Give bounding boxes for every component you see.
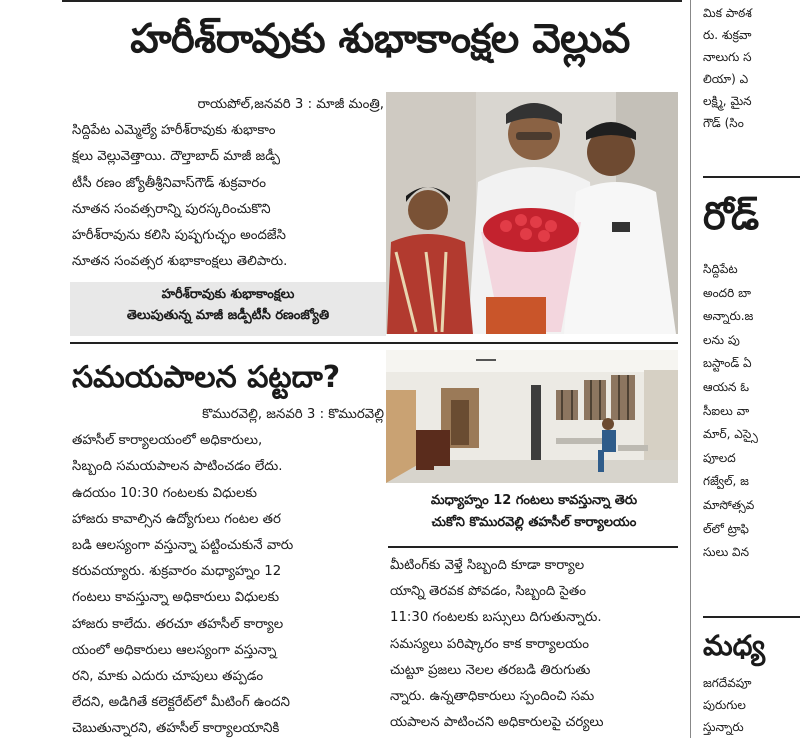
column-separator <box>690 0 691 738</box>
caption-rule <box>388 546 678 548</box>
story2-line: రని, మాకు ఎదురు చూపులు తప్పడం <box>72 669 264 685</box>
story2-headline: సమయపాలన పట్టదా? <box>72 360 341 395</box>
story1-line: నూతన సంవత్సర శుభాకాంక్షలు తెలిపారు. <box>72 254 288 270</box>
story2-line: మీటింగ్‌కు వెళ్తే సిబ్బంది కూడా కార్యాల <box>390 558 585 573</box>
story2-line: యంలో అధికారులు ఆలస్యంగా వస్తున్నా <box>72 642 277 658</box>
side-line: సులు విన <box>703 545 750 560</box>
story2-photo-caption-line: చుకోని కొమురవెల్లి తహసీల్ కార్యాలయం <box>431 515 637 530</box>
story2-line: హాజరు కాలేదు. తరచూ తహసీల్ కార్యాల <box>72 616 284 632</box>
story2-line: కొమురవెల్లి, జనవరి 3 : కొమురవెల్లి <box>202 407 384 422</box>
story2-line: యపాలన పాటించని అధికారులపై చర్యలు <box>390 715 604 731</box>
side-line: లియా) ఎ <box>703 72 749 86</box>
story2-photo-caption-line: మధ్యాహ్నం 12 గంటలు కావస్తున్నా తెరు <box>430 493 638 508</box>
story2-line: తహసీల్ కార్యాలయంలో అధికారులు, <box>72 433 263 449</box>
top-rule <box>62 0 682 2</box>
side-line: సీఐలు వా <box>703 403 750 418</box>
story2-body-right <box>390 553 680 736</box>
side-line: మాసోత్సవ <box>703 497 755 512</box>
story2-line: న్నారు. ఉన్నతాధికారులు స్పందించి సమ <box>390 689 595 705</box>
side-line: పురుగుల <box>703 698 746 712</box>
side-line: బస్టాండ్ ఏ <box>703 356 752 371</box>
story1-caption <box>70 282 386 336</box>
side-line: ఆయన ఓ <box>703 379 750 394</box>
side-line: అన్నారు.జ <box>703 309 754 324</box>
story-divider <box>70 342 678 344</box>
story1-line: రాయపోల్,జనవరి 3 : మాజీ మంత్రి, <box>197 97 384 112</box>
side-line: నాలుగు స <box>703 50 752 64</box>
story1-line: నూతన సంవత్సరాన్ని పురస్కరించుకొని <box>72 201 271 217</box>
story1-headline: హరీశ్‌రావుకు శుభాకాంక్షల వెల్లువ <box>130 16 630 62</box>
story1-body <box>72 92 384 275</box>
story1-line: హరీశ్‌రావును కలిసి పుష్పగుచ్ఛం అందజేసి <box>72 228 286 244</box>
story2-line: చుట్టూ ప్రజలు నెలల తరబడి తిరుగుతు <box>390 662 591 678</box>
story2-body-left <box>72 402 384 743</box>
story1-line: సిద్దిపేట ఎమ్మెల్యే హరీశ్‌రావుకు శుభాకాం <box>72 123 276 139</box>
side-line: సిద్దిపేట <box>703 262 738 276</box>
story2-line: ఉదయం 10:30 గంటలకు విధులకు <box>72 485 257 501</box>
story2-line: లేదని, అడిగితే కలెక్టరేట్‌లో మీటింగ్ ఉందని <box>72 695 290 711</box>
side-mid-text <box>703 258 800 565</box>
story2-line: కరువయ్యారు. శుక్రవారం మధ్యాహ్నం 12 <box>72 564 282 580</box>
story1-caption-line: హరీశ్‌రావుకు శుభాకాంక్షలు <box>161 287 295 302</box>
side-rule <box>703 176 800 178</box>
story2-photo-caption <box>388 490 680 534</box>
story1-line: టీసీ రణం జ్యోతీశ్రీనివాస్‌గౌడ్ శుక్రవారం <box>72 175 266 191</box>
story2-line: 11:30 గంటలకు బస్సులు దిగుతున్నారు. <box>390 610 602 626</box>
side-headline-2: మధ్య <box>703 629 766 662</box>
side-line: మిక పాఠశ <box>703 6 752 20</box>
story2-line: హాజరు కావాల్సిన ఉద్యోగులు గంటల తర <box>72 511 281 527</box>
side-line: పూలద <box>703 450 736 465</box>
story1-photo <box>386 92 678 334</box>
side-rule <box>703 616 800 618</box>
story2-line: సమస్యలు పరిష్కారం కాక కార్యాలయం <box>390 636 589 652</box>
story2-line: చెబుతున్నారని, తహసీల్ కార్యాలయానికి <box>72 721 280 737</box>
side-bottom-text <box>703 672 800 738</box>
side-line: మార్, ఎస్సై <box>703 427 758 442</box>
side-line: జగదేవపూ <box>703 676 752 690</box>
side-line: రు. శుక్రవా <box>703 28 752 42</box>
story2-line: సిబ్బంది సమయపాలన పాటించడం లేదు. <box>72 459 283 475</box>
side-line: లను పు <box>703 332 740 347</box>
side-line: గౌడ్ (సిం <box>703 116 744 130</box>
side-line: అందరి బా <box>703 285 751 300</box>
side-line: స్తున్నారు <box>703 720 744 734</box>
side-line: లక్ష్మి, మైన <box>703 94 752 108</box>
side-line: గజ్వేల్, జ <box>703 474 749 489</box>
story2-line: యాన్ని తెరవక పోవడం, సిబ్బంది సైతం <box>390 584 586 600</box>
story2-line: బడి ఆలస్యంగా వస్తున్నా పట్టించుకునే వారు <box>72 538 294 554</box>
story2-line: గంటలు కావస్తున్నా అధికారులు విధులకు <box>72 590 280 606</box>
side-top-text <box>703 2 800 134</box>
story1-caption-line: తెలుపుతున్న మాజీ జడ్పీటీసీ రణంజ్యోతి <box>126 308 330 323</box>
side-headline: రోడ్ <box>703 194 760 238</box>
side-line: ల్‌లో ట్రాఫి <box>703 521 749 536</box>
story2-photo <box>386 350 678 483</box>
story1-line: క్షలు వెల్లువెత్తాయి. దౌల్తాబాద్ మాజీ జడ్పీ <box>72 149 281 165</box>
